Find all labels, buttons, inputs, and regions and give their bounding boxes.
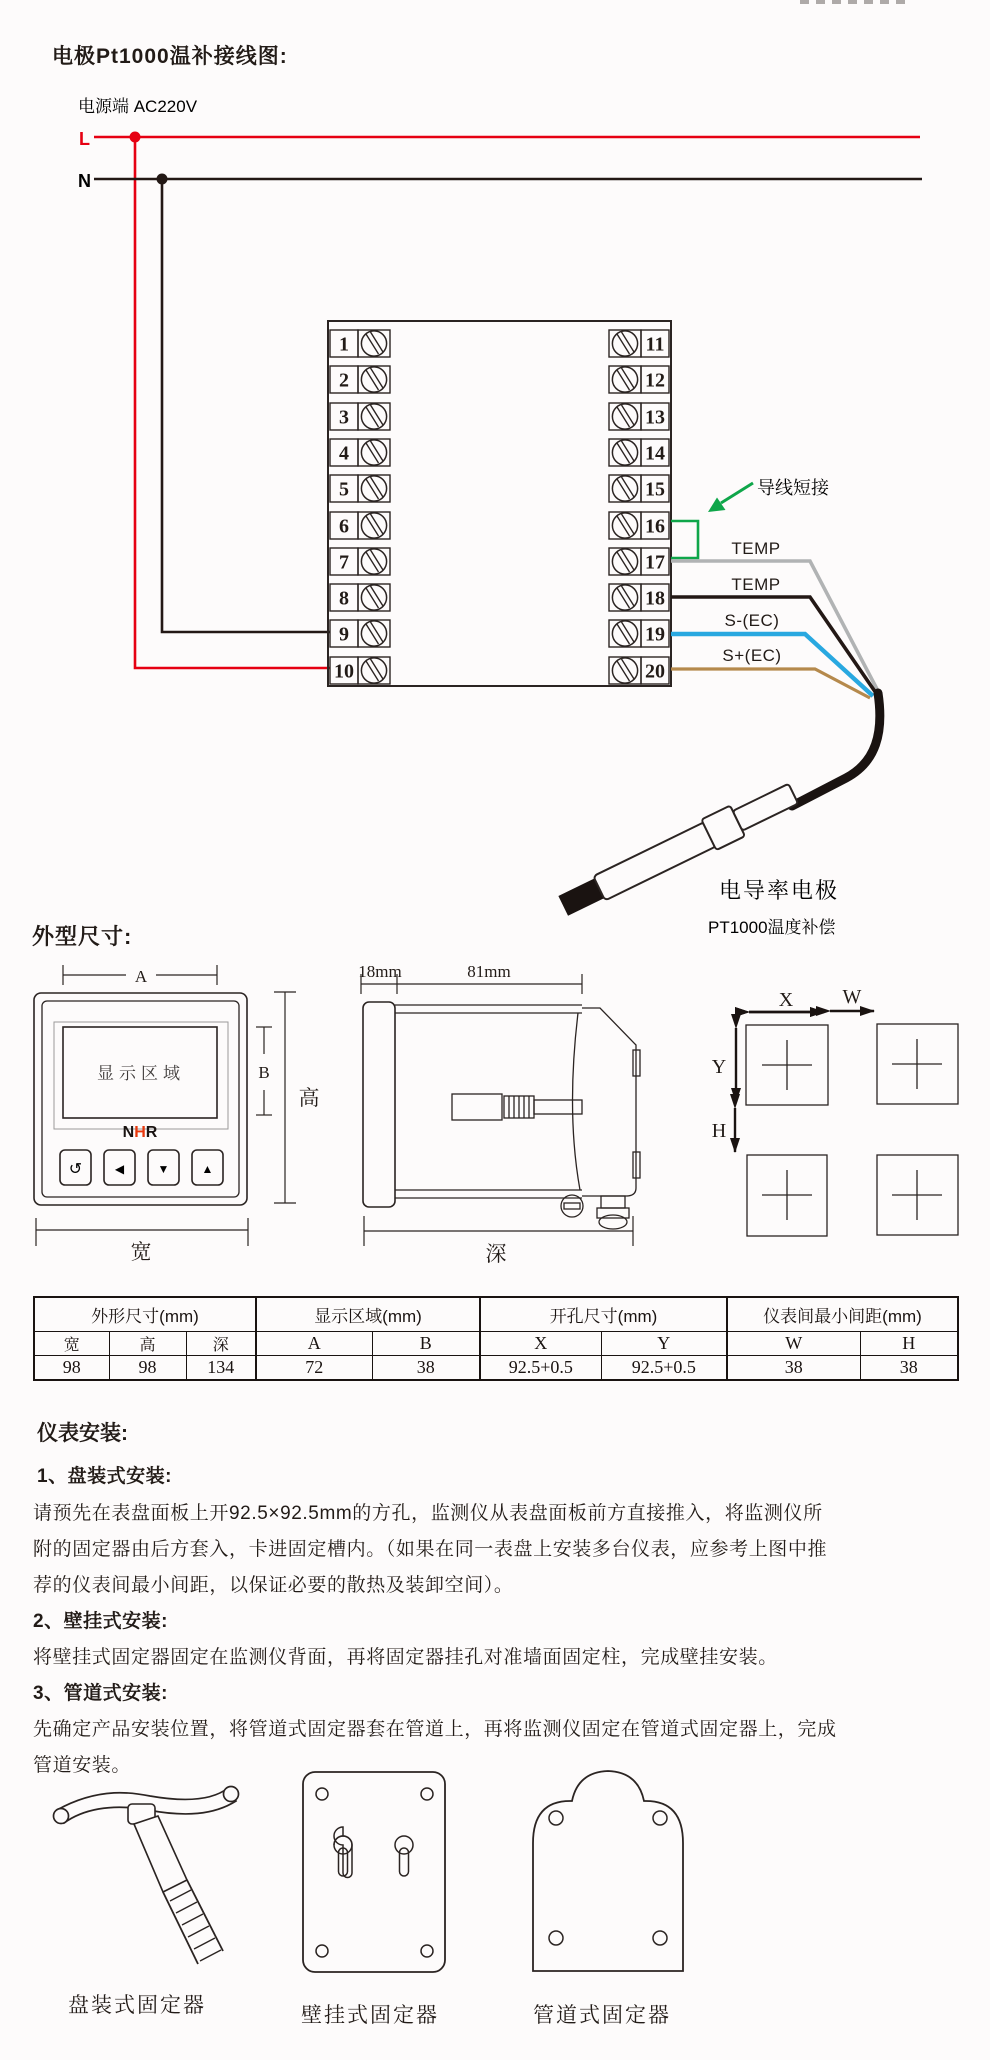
dimensions-title: 外型尺寸: — [32, 924, 133, 949]
svg-text:19: 19 — [645, 623, 665, 646]
probe-cable — [792, 693, 880, 806]
down-arrow-button-icon: ▼ — [157, 1162, 170, 1176]
panel-fixture-figure — [54, 1787, 239, 1965]
terminal-18 — [609, 584, 669, 611]
terminal-4 — [330, 439, 390, 466]
install-heading-2: 2、壁挂式安装: — [33, 1611, 168, 1632]
group-display-area: 显示区域(mm) — [256, 1297, 480, 1332]
spec-table — [33, 1296, 959, 1381]
pipe-fixture-caption: 管道式固定器 — [533, 2004, 671, 2027]
dim-18mm-label: 18mm — [358, 962, 402, 981]
height-dim-label: 高 — [298, 1087, 322, 1110]
svg-text:10: 10 — [334, 660, 354, 683]
install-body-3-line-2: 管道安装。 — [33, 1755, 132, 1776]
svg-text:15: 15 — [645, 478, 665, 501]
wire-label-temp1: TEMP — [731, 539, 781, 558]
svg-text:11: 11 — [645, 333, 665, 356]
panel-fixture-caption: 盘装式固定器 — [68, 1994, 206, 2017]
wire-label-ec-minus: S-(EC) — [724, 611, 780, 630]
group-min-spacing: 仪表间最小间距(mm) — [727, 1297, 958, 1332]
wire-label-ec-plus: S+(EC) — [722, 646, 782, 665]
cutout-h-label: H — [711, 1120, 727, 1142]
fixture-figures — [0, 1760, 990, 2060]
install-body-2-line-1: 将壁挂式固定器固定在监测仪背面，再将固定器挂孔对准墙面固定柱，完成壁挂安装。 — [33, 1647, 778, 1668]
svg-text:3: 3 — [339, 406, 349, 429]
up-arrow-button-icon: ▲ — [201, 1162, 214, 1176]
svg-text:9: 9 — [339, 623, 349, 646]
terminal-11 — [609, 330, 669, 357]
terminal-20 — [609, 657, 669, 684]
svg-text:1: 1 — [339, 333, 349, 356]
width-dim-label: 宽 — [130, 1241, 154, 1264]
terminal-12 — [609, 366, 669, 393]
terminal-10 — [330, 657, 390, 684]
svg-text:7: 7 — [339, 551, 349, 574]
terminal-2 — [330, 366, 390, 393]
jumper-wire — [671, 521, 698, 558]
electrode-sublabel: PT1000温度补偿 — [708, 918, 836, 937]
wall-fixture-caption: 壁挂式固定器 — [301, 2004, 439, 2027]
svg-text:4: 4 — [339, 442, 349, 465]
brand-logo: NHR — [122, 1124, 158, 1141]
terminal-9 — [330, 620, 390, 647]
install-heading-3: 3、管道式安装: — [33, 1683, 168, 1704]
svg-text:5: 5 — [339, 478, 349, 501]
install-title: 仪表安装: — [37, 1422, 128, 1445]
thread-hatching — [170, 1890, 221, 1961]
terminal-7 — [330, 548, 390, 575]
svg-text:17: 17 — [645, 551, 665, 574]
line-l-label: L — [79, 129, 90, 149]
svg-text:18: 18 — [645, 587, 665, 610]
n-wire — [94, 174, 922, 633]
cutout-x-label: X — [778, 989, 794, 1011]
pipe-fixture-figure — [533, 1771, 683, 1971]
power-source-label: 电源端 AC220V — [78, 97, 198, 116]
install-body-1-line-2: 附的固定器由后方套入，卡进固定槽内。（如果在同一表盘上安装多台仪表，应参考上图中推 — [33, 1539, 828, 1560]
table-header-row: 宽 高 深 A B X Y W H — [34, 1332, 958, 1356]
jumper-arrow — [708, 483, 753, 512]
wire-label-temp2: TEMP — [731, 575, 781, 594]
install-heading-1: 1、盘装式安装: — [37, 1466, 172, 1487]
display-area-label: 显示区域 — [97, 1064, 185, 1083]
terminal-16 — [609, 512, 669, 539]
terminal-15 — [609, 475, 669, 502]
terminal-17 — [609, 548, 669, 575]
cutout-y-label: Y — [711, 1056, 727, 1078]
wall-fixture-figure — [303, 1772, 445, 1972]
svg-text:2: 2 — [339, 369, 349, 392]
loop-button-icon: ↺ — [68, 1161, 83, 1178]
cutout-x-arrow-overlay — [0, 950, 990, 1295]
electrode-label: 电导率电极 — [719, 878, 840, 903]
svg-text:6: 6 — [339, 515, 349, 538]
terminal-column-right — [609, 330, 669, 684]
terminal-column-left — [330, 330, 390, 684]
cutout-w-label: W — [842, 986, 862, 1008]
depth-dim-label: 深 — [485, 1243, 509, 1266]
terminal-5 — [330, 475, 390, 502]
install-body-1-line-3: 荐的仪表间最小间距，以保证必要的散热及装卸空间）。 — [33, 1575, 514, 1596]
l-wire — [94, 132, 920, 669]
terminal-3 — [330, 403, 390, 430]
jumper-label: 导线短接 — [757, 478, 829, 498]
group-cutout-dims: 开孔尺寸(mm) — [480, 1297, 727, 1332]
svg-text:8: 8 — [339, 587, 349, 610]
dim-81mm-label: 81mm — [467, 962, 511, 981]
ec-plus-wire — [671, 669, 870, 698]
svg-text:16: 16 — [645, 515, 665, 538]
svg-text:20: 20 — [645, 660, 665, 683]
table-group-row — [34, 1297, 958, 1332]
table-value-row: 98 98 134 72 38 92.5+0.5 92.5+0.5 38 38 — [34, 1356, 958, 1381]
left-arrow-button-icon: ◀ — [114, 1162, 125, 1176]
terminal-19 — [609, 620, 669, 647]
dim-a-label: A — [134, 967, 148, 986]
svg-text:12: 12 — [645, 369, 665, 392]
line-n-label: N — [78, 171, 91, 191]
install-body-3-line-1: 先确定产品安装位置，将管道式固定器套在管道上，再将监测仪固定在管道式固定器上，完成 — [33, 1719, 837, 1740]
install-body-1-line-1: 请预先在表盘面板上开92.5×92.5mm的方孔，监测仪从表盘面板前方直接推入，将监测仪所 — [33, 1503, 823, 1524]
svg-text:14: 14 — [645, 442, 665, 465]
terminal-14 — [609, 439, 669, 466]
terminal-6 — [330, 512, 390, 539]
svg-text:13: 13 — [645, 406, 665, 429]
terminal-8 — [330, 584, 390, 611]
wiring-diagram — [0, 0, 990, 950]
dim-b-label: B — [258, 1063, 270, 1082]
terminal-13 — [609, 403, 669, 430]
group-outline-dims: 外形尺寸(mm) — [34, 1297, 256, 1332]
wiring-title: 电极Pt1000温补接线图: — [52, 45, 288, 68]
terminal-1 — [330, 330, 390, 357]
